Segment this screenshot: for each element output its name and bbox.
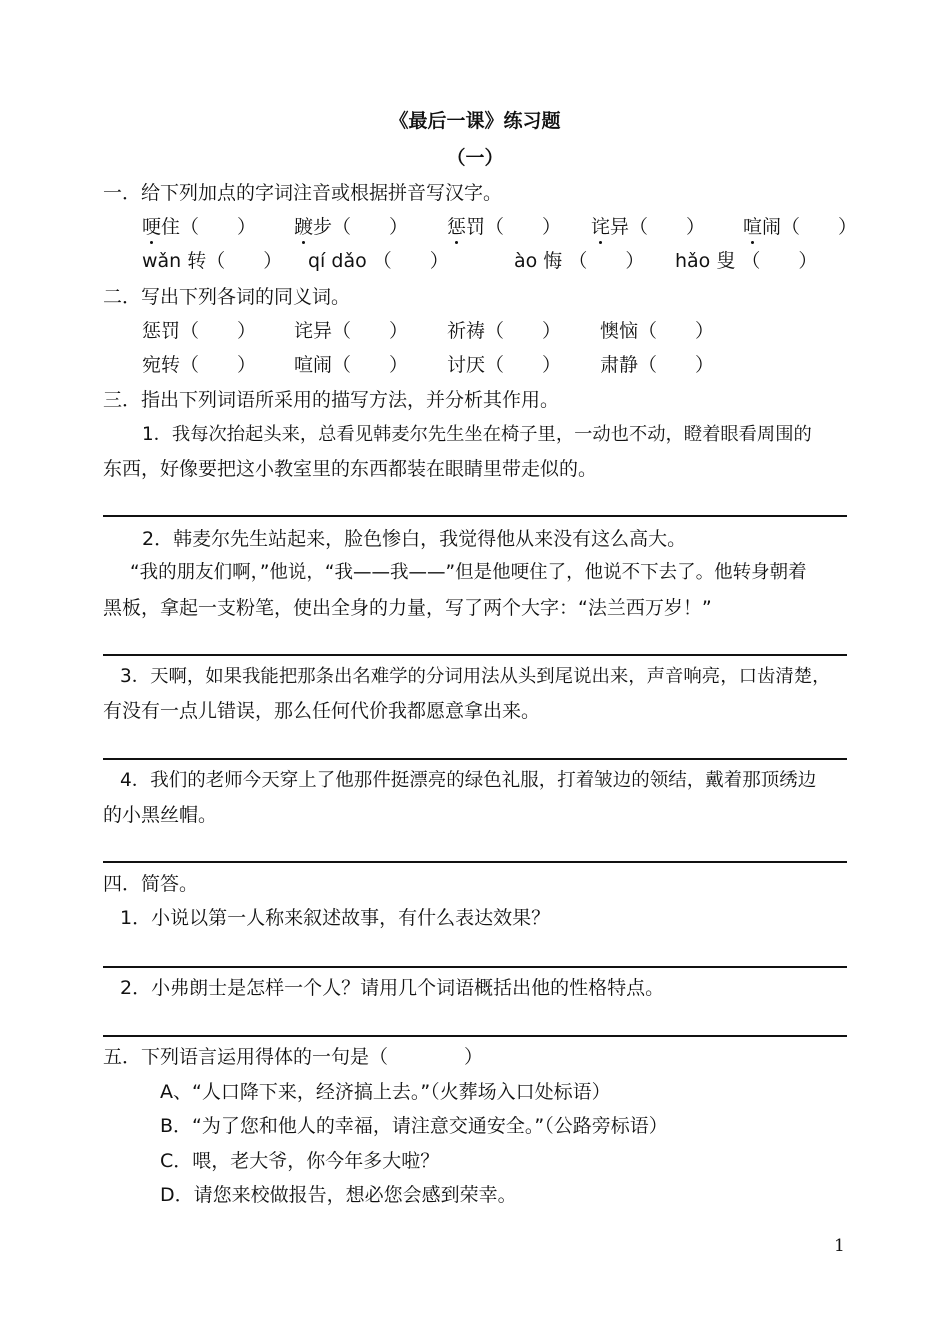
question-text: 2．小弗朗士是怎样一个人？请用几个词语概括出他的性格特点。 <box>120 977 665 999</box>
answer-line <box>103 654 847 656</box>
question-text: 有没有一点儿错误，那么任何代价我都愿意拿出来。 <box>103 700 541 722</box>
synonym-item: 诧异（ ） <box>294 320 409 342</box>
question-text: “我的朋友们啊，”他说，“我——我——”但是他哽住了，他说不下去了。他转身朝着 <box>130 562 807 583</box>
hanzi-item: ào 悔 （ ） <box>514 250 645 272</box>
question-text: 1．我每次抬起头来，总看见韩麦尔先生坐在椅子里，一动也不动，瞪着眼看周围的 <box>142 424 812 445</box>
answer-line <box>103 758 847 760</box>
section-5-heading: 五．下列语言运用得体的一句是（ ） <box>103 1046 484 1068</box>
hanzi-item: qí dǎo （ ） <box>308 250 449 272</box>
question-text: 的小黑丝帽。 <box>103 804 218 826</box>
answer-line <box>103 515 847 517</box>
question-text: 3．天啊，如果我能把那条出名难学的分词用法从头到尾说出来，声音响亮，口齿清楚， <box>120 666 831 687</box>
question-text: 东西，好像要把这小教室里的东西都装在眼睛里带走似的。 <box>103 458 598 480</box>
pinyin-item: 喧闹（ ） <box>743 216 858 238</box>
section-2-heading: 二．写出下列各词的同义词。 <box>103 286 351 308</box>
page-number: 1 <box>834 1236 845 1256</box>
synonym-item: 惩罚（ ） <box>142 320 257 342</box>
option-b: B．“为了您和他人的幸福，请注意交通安全。”（公路旁标语） <box>160 1115 668 1137</box>
pinyin-item: 诧异（ ） <box>591 216 706 238</box>
question-text: 4．我们的老师今天穿上了他那件挺漂亮的绿色礼服，打着皱边的领结，戴着那顶绣边 <box>120 770 817 791</box>
pinyin-item: 踱步（ ） <box>294 216 409 238</box>
question-text: 黑板，拿起一支粉笔，使出全身的力量，写了两个大字：“法兰西万岁！” <box>103 597 712 619</box>
synonym-item: 喧闹（ ） <box>294 354 409 376</box>
option-c: C．喂，老大爷，你今年多大啦？ <box>160 1150 440 1172</box>
synonym-item: 祈祷（ ） <box>447 320 562 342</box>
option-a: A、“人口降下来，经济搞上去。”（火葬场入口处标语） <box>160 1081 611 1103</box>
answer-line <box>103 966 847 968</box>
page-title: 《最后一课》练习题 <box>389 110 561 132</box>
pinyin-item: 惩罚（ ） <box>447 216 562 238</box>
answer-line <box>103 861 847 863</box>
synonym-item: 肃静（ ） <box>600 354 715 376</box>
section-1-heading: 一．给下列加点的字词注音或根据拼音写汉字。 <box>103 182 503 204</box>
page-subtitle: （一） <box>446 147 504 169</box>
section-4-heading: 四．简答。 <box>103 873 199 895</box>
pinyin-item: 哽住（ ） <box>142 216 257 238</box>
question-text: 1．小说以第一人称来叙述故事，有什么表达效果？ <box>120 907 551 929</box>
section-3-heading: 三．指出下列词语所采用的描写方法，并分析其作用。 <box>103 389 560 411</box>
question-text: 2．韩麦尔先生站起来，脸色惨白，我觉得他从来没有这么高大。 <box>142 528 687 550</box>
hanzi-item: hǎo 叟 （ ） <box>675 250 818 272</box>
synonym-item: 宛转（ ） <box>142 354 257 376</box>
synonym-item: 讨厌（ ） <box>447 354 562 376</box>
hanzi-item: wǎn 转（ ） <box>142 250 283 272</box>
answer-line <box>103 1035 847 1037</box>
option-d: D．请您来校做报告，想必您会感到荣幸。 <box>160 1184 517 1206</box>
synonym-item: 懊恼（ ） <box>600 320 715 342</box>
